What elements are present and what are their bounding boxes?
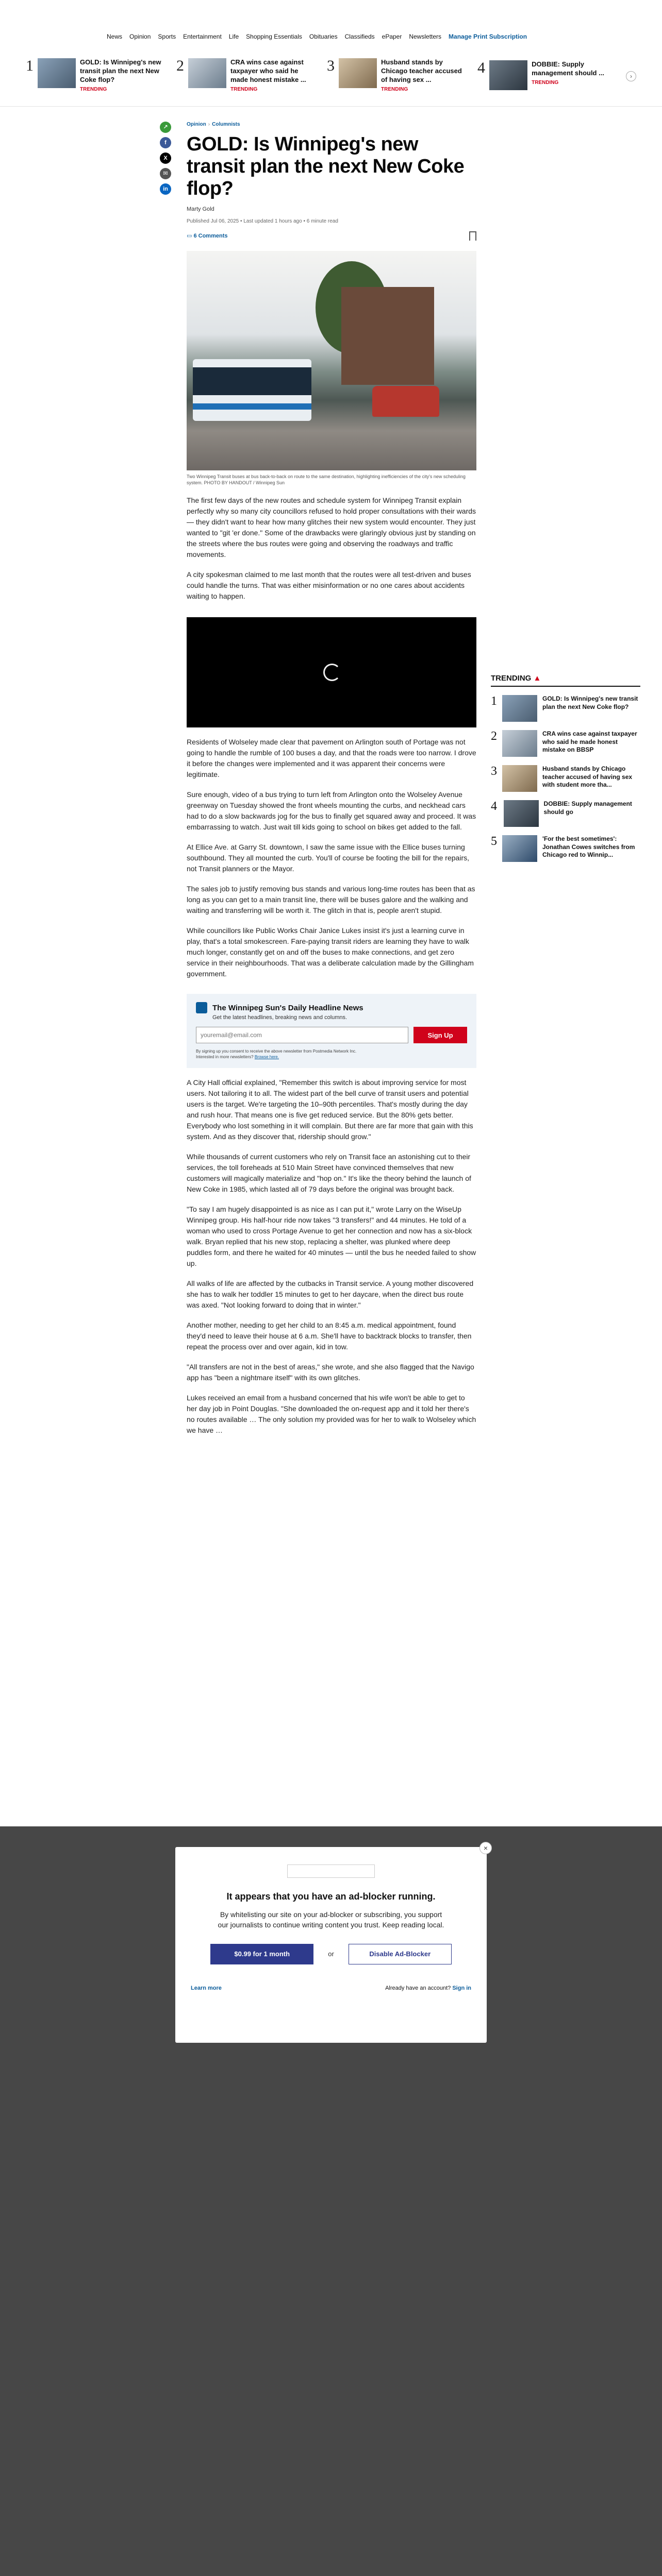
article-paragraph: Another mother, needing to get her child to an 8:45 a.m. medical appointment, found they'd need to leave their house at 6 a.m. She'll have to backtrack blocks to transfer, then repeat the process over and over again, kid in tow. [187,1321,472,1351]
subscribe-button[interactable]: $0.99 for 1 month [210,1944,313,1964]
disable-adblocker-button[interactable]: Disable Ad-Blocker [349,1944,452,1964]
strip-thumbnail[interactable] [339,58,377,88]
strip-headline[interactable]: GOLD: Is Winnipeg's new transit plan the next New Coke flop? [80,58,161,83]
newsletter-subtitle: Get the latest headlines, breaking news and columns. [212,1014,347,1021]
trending-badge: TRENDING [230,86,258,92]
nav-life[interactable]: Life [228,33,239,40]
newsletter-signup [187,994,476,1068]
hero-image [187,251,476,470]
trending-item[interactable] [491,765,640,792]
article-dates: Published Jul 06, 2025 • Last updated 1 hours ago • 6 minute read [187,218,338,224]
strip-thumbnail[interactable] [38,58,76,88]
strip-rank: 1 [26,57,34,75]
sign-in-link[interactable]: Sign in [452,1985,471,1991]
author-byline[interactable]: Marty Gold [187,206,214,212]
trending-rank: 5 [491,835,497,848]
bookmark-icon[interactable] [469,231,476,241]
trending-sidebar [491,674,640,862]
house-shape [341,287,434,385]
account-prompt [385,1985,471,1991]
account-text: Already have an account? [385,1985,451,1991]
email-input[interactable] [196,1027,408,1043]
trending-strip [26,50,636,100]
trending-item[interactable] [491,695,640,722]
bus-stripe [193,403,311,410]
nav-manage-subscription[interactable]: Manage Print Subscription [449,33,527,40]
breadcrumb-columnists[interactable]: Columnists [212,122,240,127]
trending-headline[interactable]: GOLD: Is Winnipeg's new transit plan the next New Coke flop? [542,695,638,710]
more-newsletters-text: Interested in more newsletters? [196,1055,254,1060]
strip-item[interactable] [477,60,619,90]
nav-news[interactable]: News [107,33,123,40]
sign-up-button[interactable]: Sign Up [413,1027,467,1043]
trending-heading [491,674,640,687]
trending-headline[interactable]: Husband stands by Chicago teacher accused of having sex with student more tha... [542,765,633,789]
flame-icon: ▲ [533,674,541,683]
comments-link[interactable] [187,232,227,239]
nav-obituaries[interactable]: Obituaries [309,33,338,40]
published-date: Published Jul 06, 2025 [187,218,239,224]
nav-epaper[interactable]: ePaper [382,33,402,40]
site-header [0,0,662,44]
comment-icon: ▭ [187,233,194,240]
trending-rank: 3 [491,765,497,778]
article-paragraph: The first few days of the new routes and schedule system for Winnipeg Transit explain perfectly why so many city councillors refused to hold proper consultations with their wards — they didn't want to hear how many glitches their new system would encounter. They just wanted to "git 'er done." Some of the drawbacks were glaringly obvious just by standing on the streets where the bus routes were going and observing the roadways and traffic movements. [187,496,476,559]
trending-item[interactable] [491,730,640,757]
trending-thumbnail[interactable] [502,730,537,757]
strip-headline[interactable]: Husband stands by Chicago teacher accused of having sex ... [381,58,462,83]
article-paragraph: A city spokesman claimed to me last month that the routes were all test-driven and buses could handle the turns. That was either misinformation or no one cares about accidents waiting to happen. [187,570,471,601]
linkedin-icon[interactable]: in [160,183,171,195]
or-separator: or [328,1950,334,1958]
updated-date: Last updated 1 hours ago [243,218,302,224]
trending-item[interactable] [491,800,640,827]
facebook-icon[interactable]: f [160,137,171,148]
strip-thumbnail[interactable] [489,60,527,90]
breadcrumb [187,122,476,127]
strip-rank: 3 [327,57,335,75]
trending-thumbnail[interactable] [502,695,537,722]
share-rail [160,122,171,195]
nav-opinion[interactable]: Opinion [129,33,151,40]
trending-thumbnail[interactable] [502,835,537,862]
image-caption: Two Winnipeg Transit buses at bus back-to-back on route to the same destination, highlighting inefficiencies of the city's new scheduling system. PHOTO BY HANDOUT / Winnipeg Sun [187,473,466,485]
modal-body: By whitelisting our site on your ad-blocker or subscribing, you support our journalists to continue writing content you trust. Keep reading local. [218,1910,444,1929]
share-icon[interactable]: ↗ [160,122,171,133]
trending-headline[interactable]: CRA wins case against taxpayer who said he made honest mistake on BBSP [542,730,637,754]
bus-window [193,367,311,395]
main-nav [103,33,531,40]
newsletter-title: The Winnipeg Sun's Daily Headline News [212,1003,363,1012]
trending-rank: 2 [491,730,497,743]
nav-sports[interactable]: Sports [158,33,176,40]
car-shape [372,386,439,417]
nav-newsletters[interactable]: Newsletters [409,33,442,40]
comments-row [187,231,476,241]
consent-text: By signing up you consent to receive the above newsletter from Postmedia Network Inc. [196,1049,357,1054]
trending-headline[interactable]: DOBBIE: Supply management should go [543,800,632,816]
adblock-modal [175,1844,488,2043]
newsletter-legal [196,1048,467,1060]
trending-label: TRENDING [491,674,532,683]
article-paragraph: While thousands of current customers who rely on Transit face an astonishing cut to their services, the toll foreheads at 510 Main Street have convinced themselves that new customers will magically materialize and "hop on." It's like the theory behind the launch of New Coke in 1985, which lasted all of 79 days before the original was brought back. [187,1153,471,1194]
x-icon[interactable]: X [160,152,171,164]
email-icon[interactable]: ✉ [160,168,171,179]
trending-item[interactable] [491,835,640,862]
trending-badge: TRENDING [532,79,559,86]
trending-badge: TRENDING [381,86,408,92]
trending-rank: 1 [491,694,497,708]
strip-item[interactable] [176,58,318,92]
article-headline: GOLD: Is Winnipeg's new transit plan the next New Coke flop? [187,133,465,199]
breadcrumb-separator: › [208,122,210,127]
nav-shopping[interactable]: Shopping Essentials [246,33,302,40]
strip-headline[interactable]: DOBBIE: Supply management should ... [532,60,604,77]
article-paragraph: A City Hall official explained, "Remember this switch is about improving service for most users. Not tailoring it to all. The widest part of the bell curve of transit users and potential users is the target. We're targeting the 10–90th percentiles. That's mostly during the day and rush hour. That means one is five get reduced service. But the 80% gets better. Everybody who lost something in it will complain. But there are far more that gain with this system. And as they discover that, ridership should grow." [187,1078,473,1141]
strip-headline[interactable]: CRA wins case against taxpayer who said he made honest mistake ... [230,58,306,83]
article-paragraph: While councillors like Public Works Chair Janice Lukes insist it's just a learning curve in play, that's a total smokescreen. Fare-paying transit riders are learning they have to walk much longer, constantly get on and off the buses to make connections, and get zero service in their neighbourhoods. That was a deliberate calculation made by the Gillingham government. [187,926,474,978]
trending-headline[interactable]: 'For the best sometimes': Jonathan Cowes switches from Chicago red to Winnip... [542,835,635,859]
loading-spinner-icon [323,664,341,681]
header-divider [0,106,662,107]
video-player[interactable] [187,617,476,727]
article-paragraph: Residents of Wolseley made clear that pavement on Arlington south of Portage was not going to handle the rumble of 100 buses a day, and that the roads were too narrow. I drove it before the changes were implemented and it was apparent their concerns were legitimate. [187,738,476,779]
article-paragraph: At Ellice Ave. at Garry St. downtown, I saw the same issue with the Ellice buses turning southbound. They all mounted the curb. You'll of course be footing the bill for the repairs, not Transit planners or the Mayor. [187,843,469,873]
strip-rank: 4 [477,59,485,76]
article [187,122,476,1436]
read-time: 6 minute read [306,218,338,224]
article-paragraph: "All transfers are not in the best of areas," she wrote, and she also flagged that the Navigo app has "been a nightmare itself" with its own glitches. [187,1363,474,1382]
chevron-right-icon[interactable]: › [626,71,636,81]
strip-rank: 2 [176,57,184,75]
modal-title: It appears that you have an ad-blocker running. [226,1891,436,1902]
comments-count: 6 Comments [193,233,228,240]
nav-classifieds[interactable]: Classifieds [344,33,375,40]
close-icon[interactable]: × [479,1842,492,1854]
trending-rank: 4 [491,800,497,813]
modal-footer [175,1985,487,1991]
article-paragraph: The sales job to justify removing bus stands and various long-time routes has been that as long as you can get to a main transit line, there will be buses galore and the walking and waiting and transferring will be worth it. The glitch in that is, people aren't stupid. [187,885,475,915]
trending-thumbnail[interactable] [502,765,537,792]
modal-actions [175,1944,487,1964]
article-paragraph: All walks of life are affected by the cutbacks in Transit service. A young mother discovered she has to walk her toddler 15 minutes to get to her daycare, when the direct bus route was axed. "Not looking forward to doing that in winter." [187,1279,474,1310]
browse-link[interactable]: Browse here. [254,1055,279,1060]
trending-thumbnail[interactable] [504,800,539,827]
strip-item[interactable] [327,58,468,92]
breadcrumb-opinion[interactable]: Opinion [187,122,206,127]
trending-badge: TRENDING [80,86,107,92]
strip-thumbnail[interactable] [188,58,226,88]
learn-more-link[interactable]: Learn more [191,1985,222,1991]
nav-entertainment[interactable]: Entertainment [183,33,222,40]
article-paragraph: Lukes received an email from a husband concerned that his wife won't be able to get to her day job in Point Douglas. "She downloaded the on-request app and it told her there's no routes available … The only solution my provided was for her to walk to Wolseley which we have … [187,1394,476,1435]
strip-item[interactable] [26,58,167,92]
article-paragraph: "To say I am hugely disappointed is as nice as I can put it," wrote Larry on the WiseUp Winnipeg group. His half-hour ride now takes "3 transfers!" and 44 minutes. He told of a woman who used to cross Portage Avenue to get her connection and now has a six-block walk. Bryan replied that his new stop, replacing a shelter, was plunked where deep puddles form, and there he waited for 40 minutes — until the bus he needed failed to show up. [187,1205,476,1268]
newsletter-icon [196,1002,207,1013]
article-paragraph: Sure enough, video of a bus trying to turn left from Arlington onto the Wolseley Avenue greenway on Tuesday showed the front wheels mounting the curbs, and neckhead cars had to do a slow backwards jog for the bus to finally get squared away and proceed. It was embarrassing to watch. Just wait till kids going to school on bikes get added to the fall. [187,790,476,832]
site-logo [287,1865,375,1878]
